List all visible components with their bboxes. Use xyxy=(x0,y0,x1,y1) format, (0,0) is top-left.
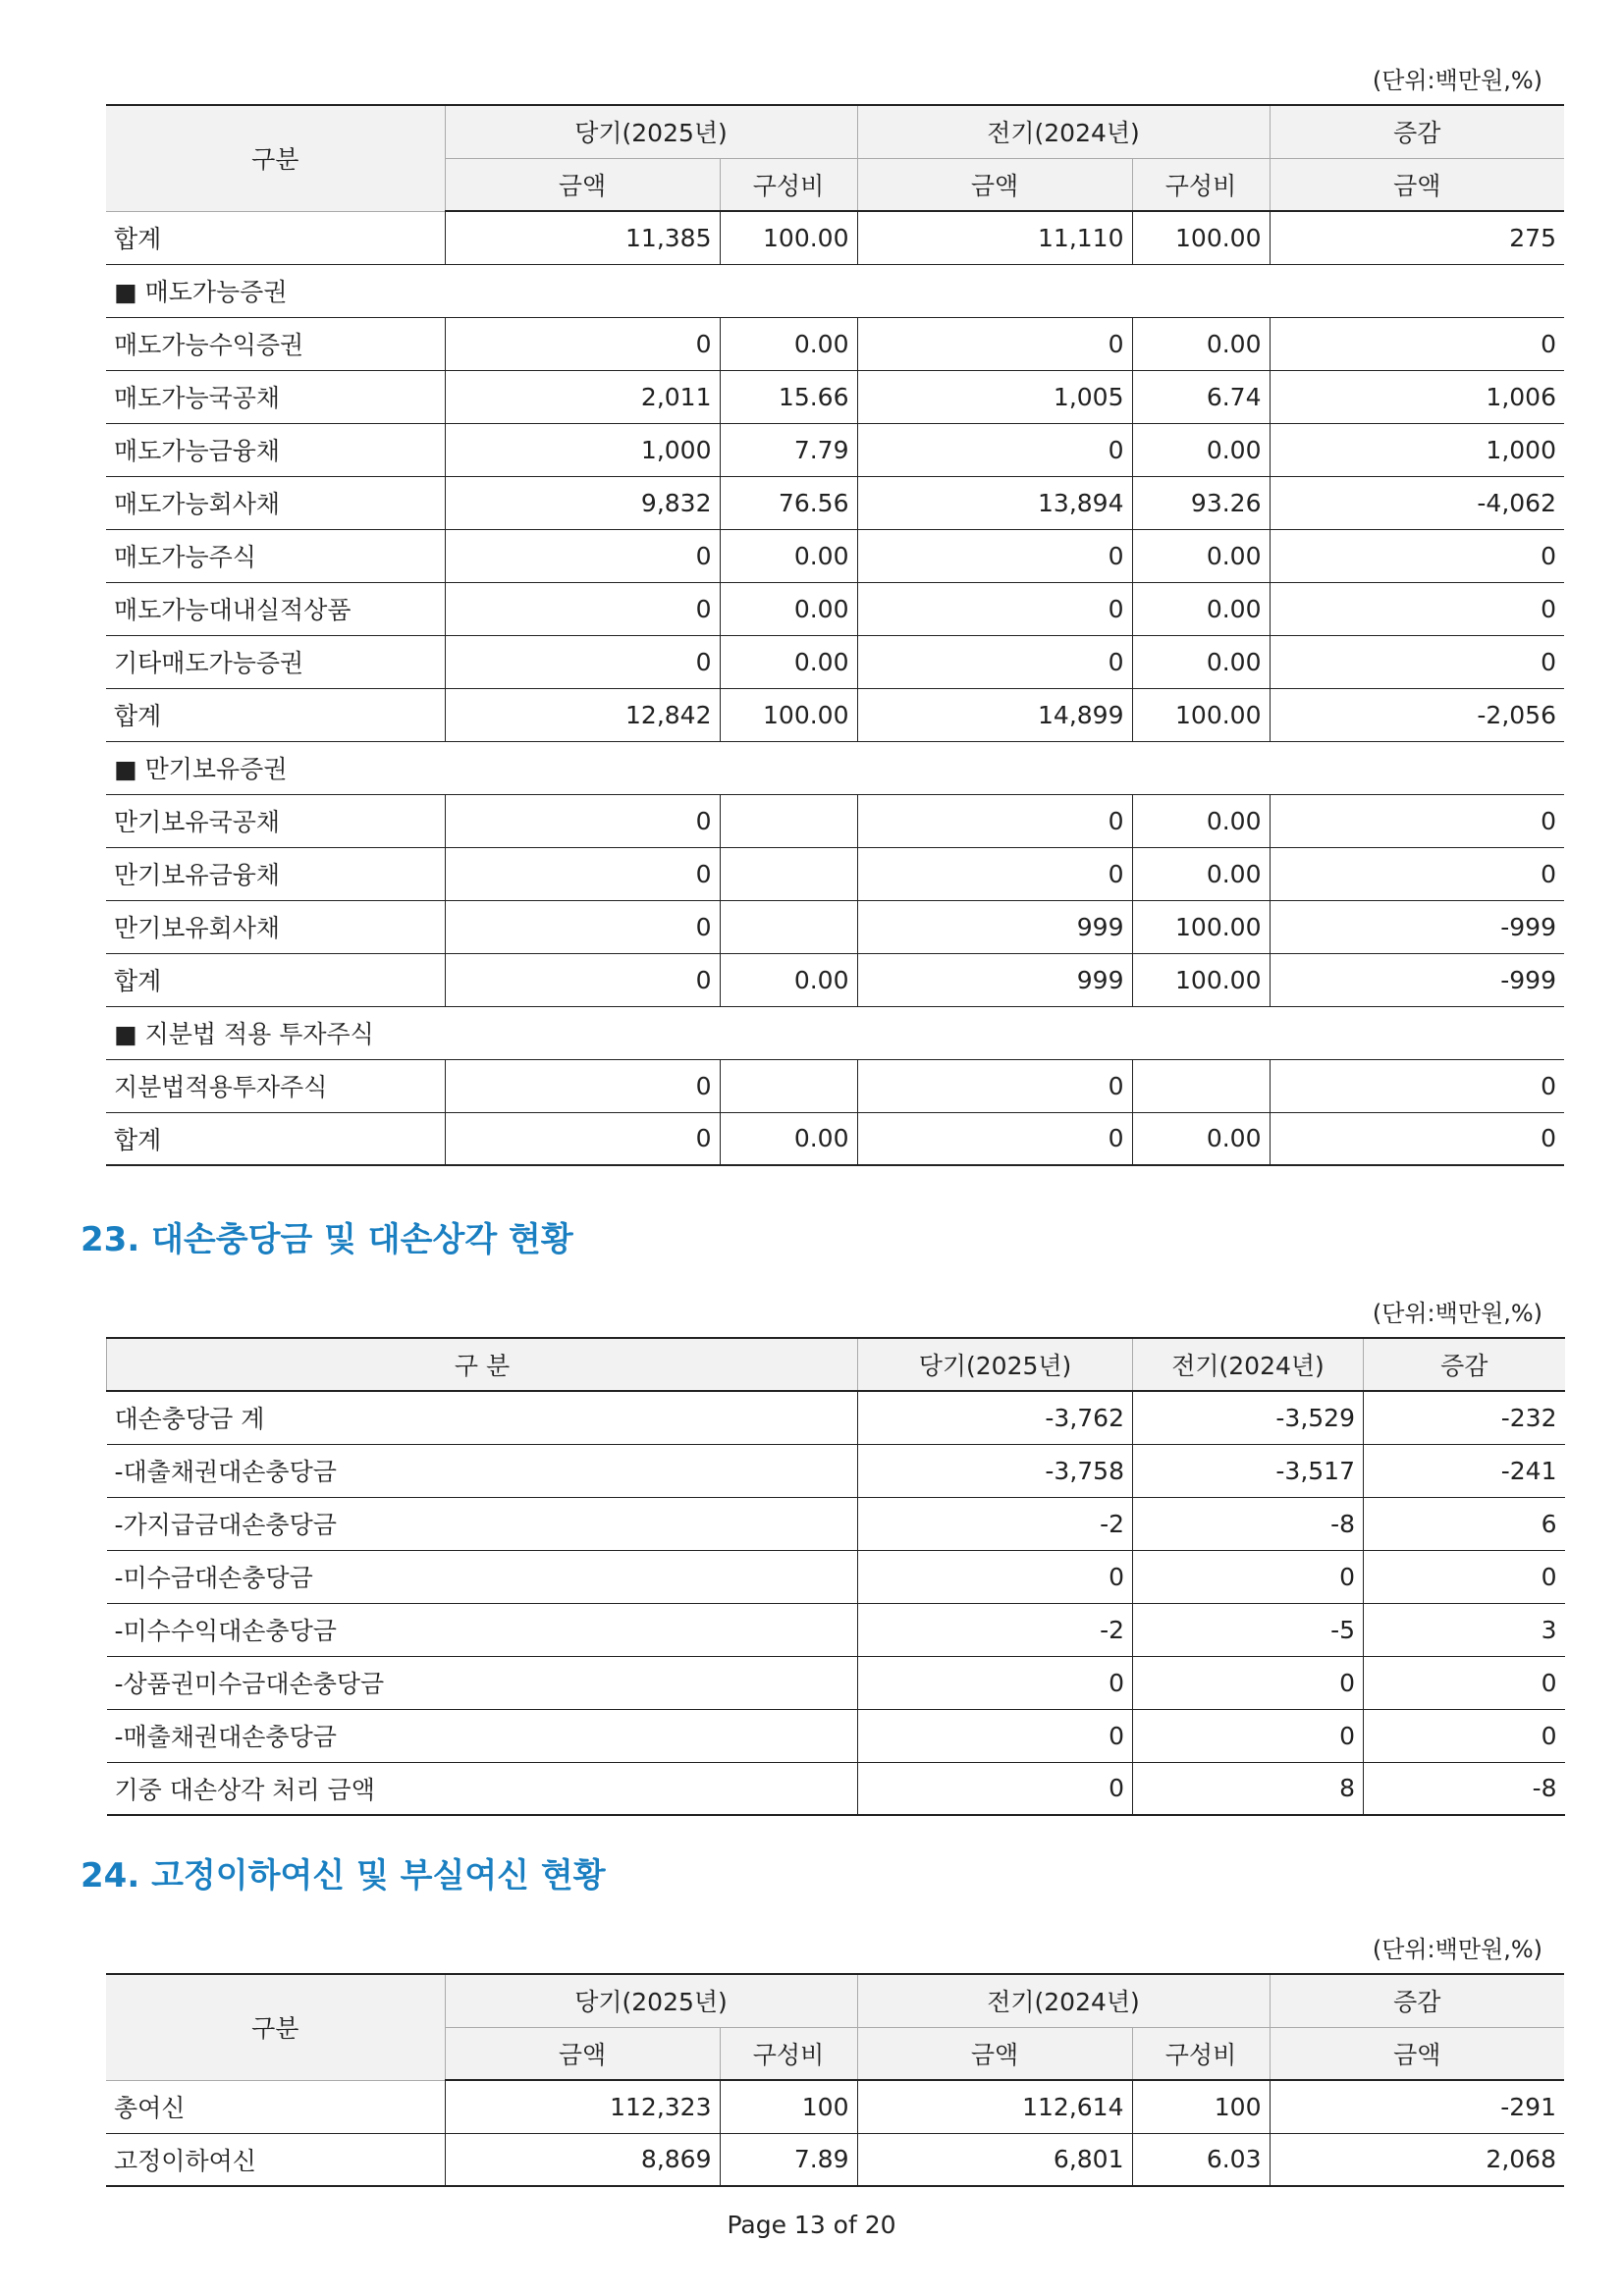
col-header-gubun: 구 분 xyxy=(107,1338,858,1391)
change-amount: 275 xyxy=(1270,211,1564,264)
current-value: -2 xyxy=(858,1603,1133,1656)
current-amount: 9,832 xyxy=(445,476,720,529)
change-value: 3 xyxy=(1364,1603,1565,1656)
row-label: 총여신 xyxy=(106,2080,445,2133)
table-row xyxy=(107,1550,1565,1603)
row-label: 합계 xyxy=(106,211,445,264)
change-amount: -999 xyxy=(1270,953,1564,1006)
previous-amount: 0 xyxy=(857,582,1132,635)
previous-amount: 0 xyxy=(857,317,1132,370)
previous-ratio: 0.00 xyxy=(1132,847,1270,900)
table-row xyxy=(106,1112,1564,1165)
col-header-previous: 전기(2024년) xyxy=(857,1974,1270,2027)
current-value: 0 xyxy=(858,1762,1133,1815)
previous-amount: 0 xyxy=(857,635,1132,688)
section-row xyxy=(106,264,1564,317)
change-amount: 1,000 xyxy=(1270,423,1564,476)
change-value: -241 xyxy=(1364,1444,1565,1497)
previous-ratio: 100 xyxy=(1132,2080,1270,2133)
row-label: 기타매도가능증권 xyxy=(106,635,445,688)
previous-value: 0 xyxy=(1133,1550,1364,1603)
col-header-ratio: 구성비 xyxy=(1132,2027,1270,2080)
previous-ratio: 0.00 xyxy=(1132,423,1270,476)
change-value: -8 xyxy=(1364,1762,1565,1815)
previous-ratio: 0.00 xyxy=(1132,317,1270,370)
table-row xyxy=(106,476,1564,529)
previous-ratio: 6.03 xyxy=(1132,2133,1270,2186)
current-value: -2 xyxy=(858,1497,1133,1550)
row-label: 매도가능수익증권 xyxy=(106,317,445,370)
page-footer: Page 13 of 20 xyxy=(727,2211,896,2239)
previous-ratio: 0.00 xyxy=(1132,635,1270,688)
current-ratio: 100.00 xyxy=(720,688,857,741)
col-header-amount: 금액 xyxy=(445,2027,720,2080)
row-label: -상품권미수금대손충당금 xyxy=(107,1656,858,1709)
current-value: 0 xyxy=(858,1656,1133,1709)
table-row xyxy=(107,1391,1565,1444)
row-label: -대출채권대손충당금 xyxy=(107,1444,858,1497)
row-label: 지분법적용투자주식 xyxy=(106,1059,445,1112)
current-ratio xyxy=(720,900,857,953)
previous-value: 8 xyxy=(1133,1762,1364,1815)
table-row xyxy=(106,529,1564,582)
col-header-ratio: 구성비 xyxy=(1132,158,1270,211)
col-header-amount: 금액 xyxy=(857,2027,1132,2080)
current-value: -3,758 xyxy=(858,1444,1133,1497)
change-amount: 0 xyxy=(1270,635,1564,688)
section-23-title: 23. 대손충당금 및 대손상각 현황 xyxy=(81,1220,573,1259)
col-header-gubun: 구분 xyxy=(106,105,445,211)
current-ratio: 76.56 xyxy=(720,476,857,529)
current-amount: 0 xyxy=(445,900,720,953)
previous-amount: 0 xyxy=(857,529,1132,582)
section-heading: ■ 지분법 적용 투자주식 xyxy=(106,1006,1564,1059)
table-row xyxy=(106,900,1564,953)
table-row xyxy=(106,1059,1564,1112)
current-amount: 0 xyxy=(445,953,720,1006)
change-amount: 0 xyxy=(1270,1059,1564,1112)
table-row xyxy=(106,794,1564,847)
current-ratio: 0.00 xyxy=(720,582,857,635)
current-amount: 12,842 xyxy=(445,688,720,741)
row-label: 기중 대손상각 처리 금액 xyxy=(107,1762,858,1815)
unit-label: (단위:백만원,%) xyxy=(1372,67,1542,94)
current-amount: 112,323 xyxy=(445,2080,720,2133)
col-header-ratio: 구성비 xyxy=(720,2027,857,2080)
current-value: 0 xyxy=(858,1709,1133,1762)
current-ratio xyxy=(720,847,857,900)
col-header-previous: 전기(2024년) xyxy=(857,105,1270,158)
securities-table xyxy=(106,104,1564,1166)
table-row xyxy=(106,688,1564,741)
col-header-amount: 금액 xyxy=(1270,158,1564,211)
current-amount: 0 xyxy=(445,529,720,582)
change-value: 0 xyxy=(1364,1709,1565,1762)
table-row xyxy=(107,1444,1565,1497)
allowance-table xyxy=(106,1337,1565,1816)
previous-value: 0 xyxy=(1133,1709,1364,1762)
change-amount: -291 xyxy=(1270,2080,1564,2133)
previous-ratio: 0.00 xyxy=(1132,529,1270,582)
current-value: 0 xyxy=(858,1550,1133,1603)
change-amount: 0 xyxy=(1270,317,1564,370)
current-ratio: 15.66 xyxy=(720,370,857,423)
previous-amount: 11,110 xyxy=(857,211,1132,264)
col-header-previous: 전기(2024년) xyxy=(1133,1338,1364,1391)
row-label: -미수금대손충당금 xyxy=(107,1550,858,1603)
previous-amount: 0 xyxy=(857,423,1132,476)
col-header-change: 증감 xyxy=(1270,105,1564,158)
current-amount: 0 xyxy=(445,1112,720,1165)
col-header-change: 증감 xyxy=(1364,1338,1565,1391)
unit-label: (단위:백만원,%) xyxy=(1372,1936,1542,1963)
change-amount: -999 xyxy=(1270,900,1564,953)
row-label: -가지급금대손충당금 xyxy=(107,1497,858,1550)
previous-value: -3,529 xyxy=(1133,1391,1364,1444)
current-amount: 0 xyxy=(445,847,720,900)
table-row xyxy=(107,1762,1565,1815)
change-value: 0 xyxy=(1364,1550,1565,1603)
previous-ratio: 100.00 xyxy=(1132,953,1270,1006)
table-row xyxy=(106,953,1564,1006)
row-label: 합계 xyxy=(106,688,445,741)
row-label: 매도가능주식 xyxy=(106,529,445,582)
previous-ratio: 100.00 xyxy=(1132,900,1270,953)
row-label: 대손충당금 계 xyxy=(107,1391,858,1444)
previous-value: -3,517 xyxy=(1133,1444,1364,1497)
previous-ratio: 100.00 xyxy=(1132,688,1270,741)
change-value: 6 xyxy=(1364,1497,1565,1550)
current-amount: 11,385 xyxy=(445,211,720,264)
col-header-current: 당기(2025년) xyxy=(858,1338,1133,1391)
change-amount: 0 xyxy=(1270,582,1564,635)
change-amount: -2,056 xyxy=(1270,688,1564,741)
current-ratio: 0.00 xyxy=(720,635,857,688)
npl-table xyxy=(106,1973,1564,2187)
change-amount: 0 xyxy=(1270,1112,1564,1165)
section-24-title: 24. 고정이하여신 및 부실여신 현황 xyxy=(81,1856,606,1896)
row-label: -매출채권대손충당금 xyxy=(107,1709,858,1762)
allowance-table-body xyxy=(107,1391,1565,1815)
table-row xyxy=(106,2080,1564,2133)
table-row xyxy=(106,847,1564,900)
current-amount: 8,869 xyxy=(445,2133,720,2186)
change-amount: 2,068 xyxy=(1270,2133,1564,2186)
section-heading: ■ 매도가능증권 xyxy=(106,264,1564,317)
current-value: -3,762 xyxy=(858,1391,1133,1444)
current-amount: 2,011 xyxy=(445,370,720,423)
previous-amount: 999 xyxy=(857,900,1132,953)
table-row xyxy=(106,370,1564,423)
change-value: 0 xyxy=(1364,1656,1565,1709)
row-label: 합계 xyxy=(106,953,445,1006)
table-row xyxy=(107,1497,1565,1550)
change-amount: -4,062 xyxy=(1270,476,1564,529)
previous-amount: 14,899 xyxy=(857,688,1132,741)
previous-ratio: 6.74 xyxy=(1132,370,1270,423)
previous-amount: 999 xyxy=(857,953,1132,1006)
current-amount: 1,000 xyxy=(445,423,720,476)
col-header-amount: 금액 xyxy=(445,158,720,211)
npl-table-body xyxy=(106,2080,1564,2186)
col-header-amount: 금액 xyxy=(857,158,1132,211)
previous-ratio: 100.00 xyxy=(1132,211,1270,264)
current-ratio: 0.00 xyxy=(720,317,857,370)
previous-amount: 0 xyxy=(857,1059,1132,1112)
securities-table-body xyxy=(106,211,1564,1165)
row-label: 고정이하여신 xyxy=(106,2133,445,2186)
table-row xyxy=(106,635,1564,688)
previous-ratio: 0.00 xyxy=(1132,1112,1270,1165)
section-heading: ■ 만기보유증권 xyxy=(106,741,1564,794)
change-value: -232 xyxy=(1364,1391,1565,1444)
change-amount: 0 xyxy=(1270,847,1564,900)
section-row xyxy=(106,741,1564,794)
previous-value: -5 xyxy=(1133,1603,1364,1656)
row-label: -미수수익대손충당금 xyxy=(107,1603,858,1656)
current-ratio: 100 xyxy=(720,2080,857,2133)
current-ratio xyxy=(720,1059,857,1112)
table-row xyxy=(107,1603,1565,1656)
unit-label: (단위:백만원,%) xyxy=(1372,1300,1542,1327)
current-ratio: 7.89 xyxy=(720,2133,857,2186)
table-row xyxy=(106,2133,1564,2186)
table-row xyxy=(106,317,1564,370)
current-amount: 0 xyxy=(445,317,720,370)
col-header-gubun: 구분 xyxy=(106,1974,445,2080)
previous-amount: 112,614 xyxy=(857,2080,1132,2133)
current-ratio: 0.00 xyxy=(720,1112,857,1165)
row-label: 만기보유금융채 xyxy=(106,847,445,900)
current-ratio: 0.00 xyxy=(720,529,857,582)
col-header-current: 당기(2025년) xyxy=(445,105,857,158)
row-label: 만기보유회사채 xyxy=(106,900,445,953)
section-row xyxy=(106,1006,1564,1059)
row-label: 합계 xyxy=(106,1112,445,1165)
previous-value: -8 xyxy=(1133,1497,1364,1550)
table-row xyxy=(107,1656,1565,1709)
col-header-ratio: 구성비 xyxy=(720,158,857,211)
previous-ratio xyxy=(1132,1059,1270,1112)
table-row xyxy=(106,211,1564,264)
row-label: 매도가능회사채 xyxy=(106,476,445,529)
previous-value: 0 xyxy=(1133,1656,1364,1709)
previous-amount: 6,801 xyxy=(857,2133,1132,2186)
previous-amount: 0 xyxy=(857,847,1132,900)
col-header-current: 당기(2025년) xyxy=(445,1974,857,2027)
row-label: 만기보유국공채 xyxy=(106,794,445,847)
table-row xyxy=(107,1709,1565,1762)
table-row xyxy=(106,423,1564,476)
previous-ratio: 0.00 xyxy=(1132,582,1270,635)
current-ratio xyxy=(720,794,857,847)
current-ratio: 100.00 xyxy=(720,211,857,264)
col-header-amount: 금액 xyxy=(1270,2027,1564,2080)
current-amount: 0 xyxy=(445,794,720,847)
row-label: 매도가능대내실적상품 xyxy=(106,582,445,635)
current-amount: 0 xyxy=(445,582,720,635)
current-amount: 0 xyxy=(445,1059,720,1112)
row-label: 매도가능금융채 xyxy=(106,423,445,476)
previous-ratio: 0.00 xyxy=(1132,794,1270,847)
previous-amount: 0 xyxy=(857,1112,1132,1165)
change-amount: 0 xyxy=(1270,794,1564,847)
change-amount: 1,006 xyxy=(1270,370,1564,423)
col-header-change: 증감 xyxy=(1270,1974,1564,2027)
table-row xyxy=(106,582,1564,635)
previous-amount: 0 xyxy=(857,794,1132,847)
current-ratio: 7.79 xyxy=(720,423,857,476)
current-amount: 0 xyxy=(445,635,720,688)
previous-amount: 13,894 xyxy=(857,476,1132,529)
previous-ratio: 93.26 xyxy=(1132,476,1270,529)
row-label: 매도가능국공채 xyxy=(106,370,445,423)
previous-amount: 1,005 xyxy=(857,370,1132,423)
current-ratio: 0.00 xyxy=(720,953,857,1006)
change-amount: 0 xyxy=(1270,529,1564,582)
